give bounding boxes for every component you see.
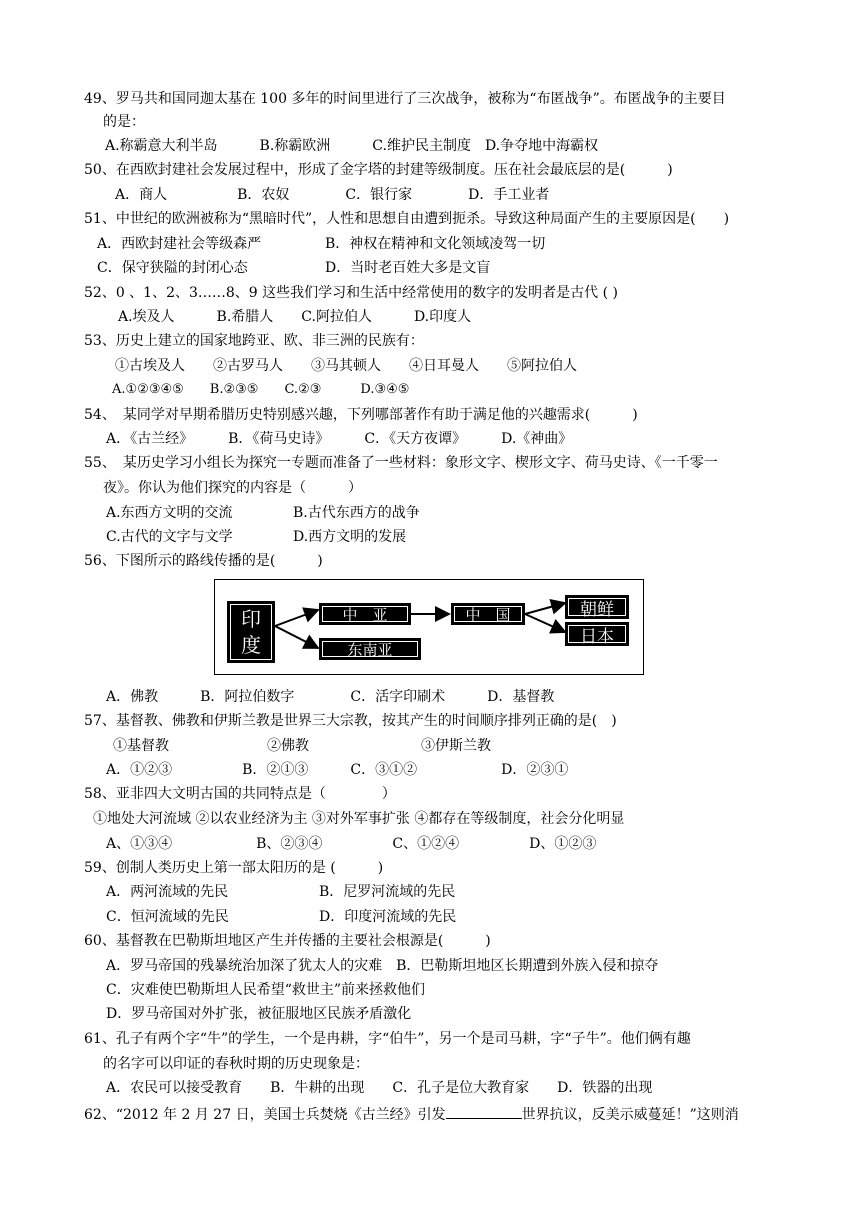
q57-items: ①基督教 ②佛教 ③伊斯兰教 — [113, 738, 491, 754]
q49-options: A.称霸意大利半岛 B.称霸欧洲 C.维护民主制度 D.争夺地中海霸权 — [105, 138, 599, 154]
q61-stem-line1: 61、孔子有两个字“牛”的学生，一个是冉耕，字“伯牛”，另一个是司马耕，字“子牛”。他们俩有趣 — [84, 1031, 691, 1047]
spread-route-diagram — [214, 579, 644, 675]
box-india-char1: 印 — [241, 607, 261, 631]
q62-stem-part1: 62、“2012 年 2 月 27 日，美国士兵焚烧《古兰经》引发 — [84, 1107, 446, 1123]
q58-options: A、①③④ B、②③④ C、①②④ D、①②③ — [106, 836, 597, 852]
q51-option-c: C．保守狭隘的封闭心态 — [97, 260, 248, 276]
box-china: 中 国 — [451, 603, 525, 625]
q52-options: A.埃及人 B.希腊人 C.阿拉伯人 D.印度人 — [118, 309, 472, 325]
arrow-china-japan — [525, 614, 565, 632]
q54-options: A．《古兰经》 B．《荷马史诗》 C．《天方夜谭》 D.《神曲》 — [106, 431, 573, 447]
q49-stem-line1: 49、罗马共和国同迦太基在 100 多年的时间里进行了三次战争，被称为“布匿战争”。布匿战争的主要目 — [84, 91, 726, 107]
q59-stem: 59、创制人类历史上第一部太阳历的是 ( ) — [84, 860, 384, 876]
box-japan: 日本 — [565, 622, 629, 646]
box-central-asia: 中 亚 — [319, 603, 411, 625]
q59-option-d: D．印度河流域的先民 — [319, 909, 457, 925]
q59-option-a: A．两河流域的先民 — [106, 884, 229, 900]
q51-option-b: B．神权在精神和文化领域凌驾一切 — [325, 236, 546, 252]
q52-stem: 52、0 、1、2、3……8、9 这些我们学习和生活中经常使用的数字的发明者是古代 ( ) — [84, 285, 618, 301]
q60-option-c: C．灾难使巴勒斯坦人民希望“救世主”前来拯救他们 — [106, 982, 426, 998]
q55-option-d: D.西方文明的发展 — [293, 529, 407, 545]
q59-option-c: C．恒河流域的先民 — [106, 909, 229, 925]
arrow-china-korea — [525, 603, 565, 614]
q53-stem: 53、历史上建立的国家地跨亚、欧、非三洲的民族有： — [84, 333, 424, 349]
q56-options: A．佛教 B．阿拉伯数字 C．活字印刷术 D．基督教 — [106, 689, 555, 705]
q50-options: A．商人 B．农奴 C．银行家 D．手工业者 — [115, 187, 550, 203]
q53-options: A.①②③④⑤ B.②③⑤ C.②③ D.③④⑤ — [112, 382, 410, 397]
q58-stem: 58、亚非四大文明古国的共同特点是（ ） — [84, 786, 396, 802]
q49-stem-line2: 的是： — [103, 114, 145, 130]
q55-option-a: A.东西方文明的交流 — [106, 505, 233, 521]
q60-option-d: D．罗马帝国对外扩张，被征服地区民族矛盾激化 — [106, 1006, 412, 1022]
q53-items: ①古埃及人 ②古罗马人 ③马其顿人 ④日耳曼人 ⑤阿拉伯人 — [115, 358, 577, 374]
q62-answer-blank — [446, 1104, 522, 1119]
q61-options: A．农民可以接受教育 B．牛耕的出现 C．孔子是位大教育家 D．铁器的出现 — [106, 1080, 653, 1096]
q51-stem: 51、中世纪的欧洲被称为“黑暗时代”，人性和思想自由遭到扼杀。导致这种局面产生的主要原因是( ) — [84, 211, 730, 227]
q62-stem — [84, 1104, 739, 1124]
q57-stem: 57、基督教、佛教和伊斯兰教是世界三大宗教，按其产生的时间顺序排列正确的是( ) — [84, 713, 617, 729]
q55-option-c: C.古代的文字与文学 — [106, 529, 233, 545]
q51-option-a: A．西欧封建社会等级森严 — [97, 236, 262, 252]
q60-options-ab: A．罗马帝国的残暴统治加深了犹太人的灾难 B．巴勒斯坦地区长期遭到外族入侵和掠夺 — [106, 958, 659, 974]
q55-option-b: B.古代东西方的战争 — [293, 505, 420, 521]
q59-option-b: B．尼罗河流域的先民 — [319, 884, 456, 900]
q55-stem-line2: 夜》。你认为他们探究的内容是（ ） — [103, 480, 362, 496]
q56-stem: 56、下图所示的路线传播的是( ) — [84, 553, 323, 569]
q60-stem: 60、基督教在巴勒斯坦地区产生并传播的主要社会根源是( ) — [84, 933, 491, 949]
q58-items: ①地处大河流域 ②以农业经济为主 ③对外军事扩张 ④都存在等级制度，社会分化明显 — [93, 811, 625, 827]
q61-stem-line2: 的名字可以印证的春秋时期的历史现象是： — [103, 1056, 369, 1072]
q62-stem-part2: 世界抗议，反美示威蔓延！”这则消 — [521, 1107, 739, 1123]
arrow-india-central-asia — [275, 610, 318, 626]
q50-stem: 50、在西欧封建社会发展过程中，形成了金字塔的封建等级制度。压在社会最底层的是( ) — [84, 162, 673, 178]
box-india-char2: 度 — [241, 633, 261, 657]
q57-options: A．①②③ B．②①③ C．③①② D．②③① — [106, 762, 569, 778]
q55-stem-line1: 55、 某历史学习小组长为探究一专题而准备了一些材料：象形文字、楔形文字、荷马史诗、《一千零一 — [84, 455, 718, 471]
box-southeast-asia: 东南亚 — [319, 638, 421, 660]
q51-option-d: D．当时老百姓大多是文盲 — [325, 260, 491, 276]
q54-stem: 54、 某同学对早期希腊历史特别感兴趣，下列哪部著作有助于满足他的兴趣需求( ) — [84, 407, 638, 423]
box-india — [227, 601, 275, 663]
box-korea: 朝鲜 — [565, 595, 629, 619]
arrow-india-southeast-asia — [275, 626, 318, 648]
